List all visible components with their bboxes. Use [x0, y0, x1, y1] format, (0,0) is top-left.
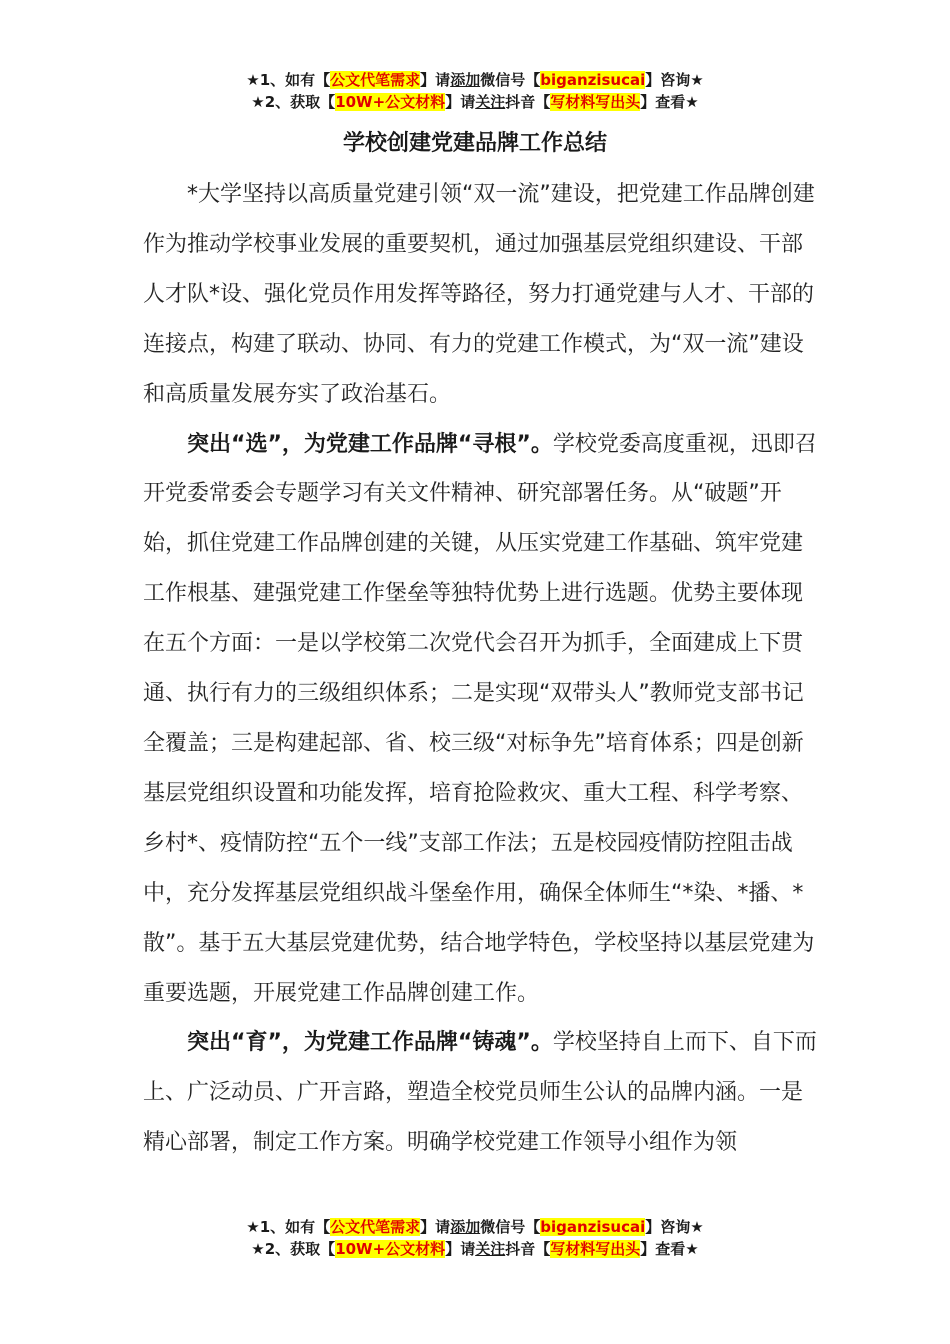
- paragraph-text: 学校党委高度重视，迅即召开党委常委会专题学习有关文件精神、研究部署任务。从“破题”开始，抓住党建工作品牌创建的关键，从压实党建工作基础、筑牢党建工作根基、建强党建工作堡垒等独特优势上进行选题。优势主要体现在五个方面：一是以学校第二次党代会召开为抓手，全面建成上下贯通、执行有力的三级组织体系；二是实现“双带头人”教师党支部书记全覆盖；三是构建起部、省、校三级“对标争先”培育体系；四是创新基层党组织设置和功能发挥，培育抢险救灾、重大工程、科学考察、乡村*、疫情防控“五个一线”支部工作法；五是校园疫情防控阻击战中，充分发挥基层党组织战斗堡垒作用，确保全体师生“*染、*播、*散”。基于五大基层党建优势，结合地学特色，学校坚持以基层党建为重要选题，开展党建工作品牌创建工作。: [143, 431, 817, 1006]
- paragraph-intro: [143, 170, 823, 420]
- promo-highlight: 10W+公文材料: [335, 93, 446, 111]
- promo-text: 】咨询★: [645, 71, 704, 89]
- promo-underline: 关注: [475, 1240, 506, 1258]
- promo-line-1: [0, 1216, 950, 1238]
- promo-highlight-wechat: biganzisucai: [540, 71, 646, 89]
- promo-underline: 关注: [475, 93, 506, 111]
- promo-text: ★2、获取【: [251, 1240, 336, 1258]
- promo-line-2: [0, 1238, 950, 1260]
- promo-text: 】请: [420, 1218, 451, 1236]
- paragraph-lead-heading: 突出“育”，为党建工作品牌“铸魂”。: [187, 1030, 553, 1056]
- promo-underline: 添加: [450, 71, 481, 89]
- promo-text: 】查看★: [640, 1240, 699, 1258]
- promo-text: 】请: [420, 71, 451, 89]
- promo-text: 微信号【: [480, 1218, 541, 1236]
- paragraph-cultivate: [143, 1018, 823, 1168]
- promo-highlight-douyin: 写材料写出头: [550, 1240, 641, 1258]
- promo-text: 微信号【: [480, 71, 541, 89]
- paragraph-lead-heading: 突出“选”，为党建工作品牌“寻根”。: [187, 431, 553, 457]
- document-body: [143, 170, 823, 1168]
- promo-highlight: 公文代笔需求: [330, 71, 421, 89]
- paragraph-text: *大学坚持以高质量党建引领“双一流”建设，把党建工作品牌创建作为推动学校事业发展的重要契机，通过加强基层党组织建设、干部人才队*设、强化党员作用发挥等路径，努力打通党建与人才、干部的连接点，构建了联动、协同、有力的党建工作模式，为“双一流”建设和高质量发展夯实了政治基石。: [143, 182, 815, 407]
- footer-promo-banner: [0, 1216, 950, 1260]
- promo-text: 】查看★: [640, 93, 699, 111]
- paragraph-text: 学校坚持自上而下、自下而上、广泛动员、广开言路，塑造全校党员师生公认的品牌内涵。一是精心部署，制定工作方案。明确学校党建工作领导小组作为领: [143, 1030, 817, 1156]
- promo-text: ★1、如有【: [246, 71, 331, 89]
- promo-highlight-wechat: biganzisucai: [540, 1218, 646, 1236]
- header-promo-banner: [0, 69, 950, 113]
- promo-highlight: 10W+公文材料: [335, 1240, 446, 1258]
- document-title: 学校创建党建品牌工作总结: [342, 131, 607, 156]
- promo-text: 】咨询★: [645, 1218, 704, 1236]
- paragraph-select: [143, 420, 823, 1019]
- promo-line-2: [0, 91, 950, 113]
- promo-highlight: 公文代笔需求: [330, 1218, 421, 1236]
- promo-text: 抖音【: [505, 1240, 551, 1258]
- promo-underline: 添加: [450, 1218, 481, 1236]
- promo-text: 】请: [445, 1240, 476, 1258]
- promo-text: ★1、如有【: [246, 1218, 331, 1236]
- promo-text: 抖音【: [505, 93, 551, 111]
- promo-highlight-douyin: 写材料写出头: [550, 93, 641, 111]
- promo-text: 】请: [445, 93, 476, 111]
- promo-line-1: [0, 69, 950, 91]
- promo-text: ★2、获取【: [251, 93, 336, 111]
